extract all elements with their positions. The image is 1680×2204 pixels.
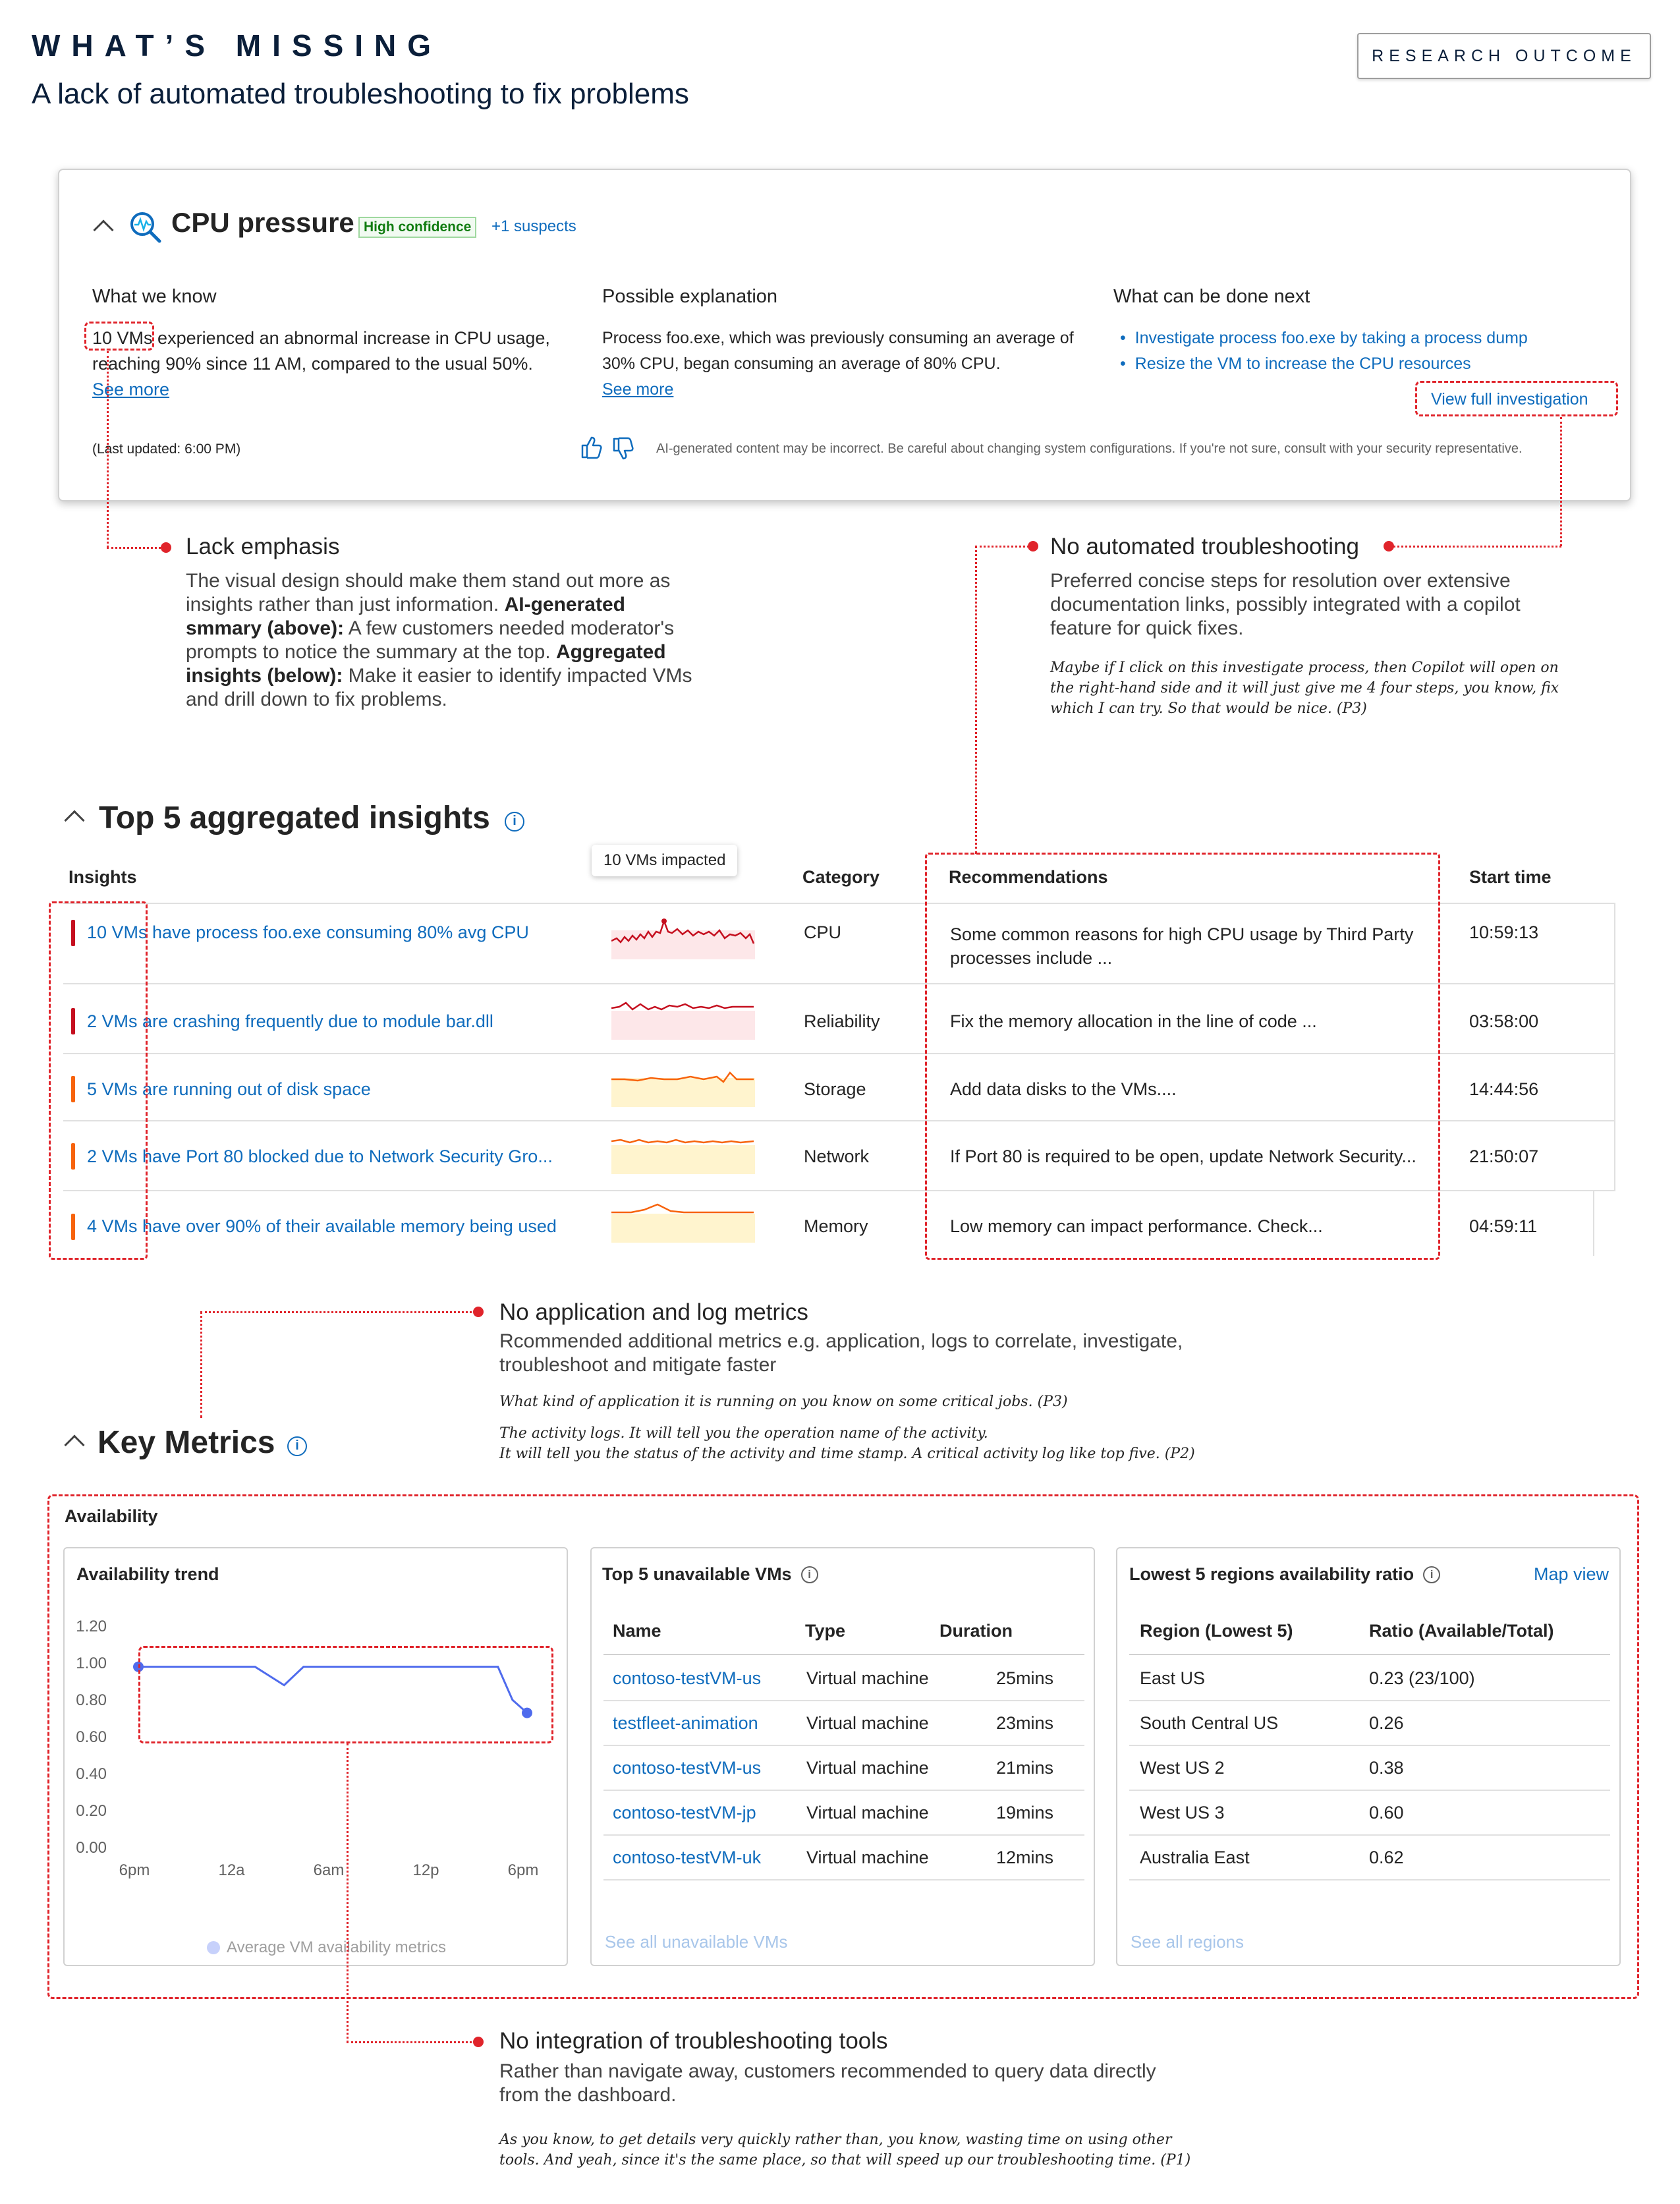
vm-name-link[interactable]: testfleet-animation [613,1713,758,1733]
ai-disclaimer-text: AI-generated content may be incorrect. Be careful about changing system configurations. If you're not sure, consult with your security representative. [656,441,1523,456]
connector-dot [473,2037,484,2047]
what-we-know-line2: reaching 90% since 11 AM, compared to the usual 50%. [92,354,533,374]
vm-count-highlight: 10 VMs [92,328,153,348]
insights-info-icon[interactable]: i [505,812,524,832]
x-tick-label: 6am [313,1861,345,1879]
insight-category: Memory [804,1216,868,1236]
no-integration-body: Rather than navigate away, customers recommended to query data directly from the dashboard. [499,2060,1156,2106]
no-automated-quote: Maybe if I click on this investigate process, then Copilot will open on the right-hand side and it will just give me 4 four steps, you know, fix which I can try. So that would be nice. (P3) [1050,660,1559,717]
category-col-header: Category [802,867,880,887]
insight-recommendation: Add data disks to the VMs.... [950,1079,1177,1099]
insight-category: Storage [804,1079,866,1099]
table-divider [1129,1654,1610,1655]
insight-category: Reliability [804,1011,880,1031]
x-tick-label: 12a [218,1861,245,1879]
no-integration-title: No integration of troubleshooting tools [499,2028,888,2054]
table-right-border [1593,1190,1594,1256]
page-eyebrow: WHAT’S MISSING [32,28,443,63]
vm-type: Virtual machine [806,1668,929,1688]
no-app-metrics-body: Rcommended additional metrics e.g. application, logs to correlate, investigate, troubleshoot and mitigate faster [499,1330,1183,1376]
insight-start-time: 03:58:00 [1469,1011,1539,1031]
vm-name-link[interactable]: contoso-testVM-us [613,1668,762,1688]
availability-section-label: Availability [65,1506,158,1526]
key-metrics-collapse-chevron-icon[interactable] [64,1434,84,1455]
insight-link[interactable]: 4 VMs have over 90% of their available memory being used [87,1216,557,1236]
table-divider [603,1654,1084,1655]
connector-dot [161,542,171,553]
insight-recommendation: Low memory can impact performance. Check... [950,1216,1323,1236]
region-ratio: 0.23 (23/100) [1369,1668,1475,1688]
insight-category: Network [804,1146,870,1166]
y-tick-label: 0.00 [76,1839,107,1857]
y-tick-label: 0.20 [76,1802,107,1820]
table-divider [1129,1879,1610,1880]
vm-count-highlight-box [84,322,154,351]
confidence-badge: High confidence [358,217,476,238]
key-metrics-info-icon[interactable]: i [287,1436,307,1456]
connector-line [347,1743,349,2043]
see-all-regions-link[interactable]: See all regions [1131,1932,1244,1952]
vm-type: Virtual machine [806,1758,929,1778]
region-ratio: 0.26 [1369,1713,1404,1733]
key-metrics-title: Key Metrics [98,1425,275,1460]
connector-dot [1384,541,1394,551]
legend-label: Average VM availability metrics [227,1938,447,1956]
table-divider [603,1790,1084,1791]
table-divider [1129,1790,1610,1791]
badge-label: RESEARCH OUTCOME [1372,46,1637,65]
no-automated-body: Preferred concise steps for resolution over extensive documentation links, possibly integrated with a copilot feature for quick fixes. [1050,570,1521,639]
region-ratio: 0.62 [1369,1848,1404,1867]
connector-line [200,1311,476,1313]
insight-link[interactable]: 10 VMs have process foo.exe consuming 80% avg CPU [87,922,529,942]
connector-dot [473,1307,484,1317]
vm-type: Virtual machine [806,1803,929,1823]
investigate-search-icon [128,210,163,245]
what-we-know-heading: What we know [92,286,217,307]
explanation-see-more-link[interactable]: See more [602,380,674,399]
connector-line [107,547,165,549]
table-divider [1129,1834,1610,1836]
y-tick-label: 1.20 [76,1618,107,1635]
y-tick-label: 0.40 [76,1765,107,1783]
next-steps-heading: What can be done next [1113,286,1310,307]
map-view-link[interactable]: Map view [1534,1564,1610,1584]
recommendations-highlight-box [925,853,1440,1260]
next-steps-list [1120,325,1528,377]
explanation-line1: Process foo.exe, which was previously consuming an average of [602,329,1074,347]
insight-start-time: 04:59:11 [1469,1216,1538,1236]
vm-duration: 25mins [996,1668,1054,1688]
vm-duration: 19mins [996,1803,1054,1823]
insights-section-title: Top 5 aggregated insights [99,801,490,835]
insight-category: CPU [804,922,842,942]
vm-type: Virtual machine [806,1848,929,1867]
region-name: East US [1140,1668,1206,1688]
region-name: South Central US [1140,1713,1279,1733]
table-divider [603,1700,1084,1701]
view-full-investigation-highlight-box [1415,381,1618,416]
vm-name-link[interactable]: contoso-testVM-uk [613,1848,762,1867]
connector-line [975,546,977,854]
possible-explanation-text [602,325,1103,403]
table-divider [1129,1745,1610,1746]
see-more-link[interactable]: See more [92,380,170,399]
vms-header-type: Type [805,1621,846,1641]
insight-vm-count-highlight-box [49,901,148,1260]
connector-line [1390,546,1561,548]
cpu-card-title: CPU pressure [171,207,354,238]
view-full-investigation-link[interactable]: View full investigation [1431,390,1588,409]
insights-collapse-chevron-icon[interactable] [64,810,84,830]
region-name: West US 3 [1140,1803,1225,1823]
insight-recommendation: Fix the memory allocation in the line of code ... [950,1011,1317,1031]
thumbs-up-icon[interactable] [580,435,602,460]
insight-sparkline [611,1127,755,1174]
lack-emphasis-title: Lack emphasis [186,534,340,559]
impact-tooltip [592,845,737,876]
connector-line [975,546,1029,548]
insight-sparkline [611,912,755,959]
vms-header-name: Name [613,1621,661,1641]
possible-explanation-heading: Possible explanation [602,286,778,307]
no-app-metrics-quote2: The activity logs. It will tell you the operation name of the activity. It will tell you the status of the activity and time stamp. A critical activity log like top five. (P2) [499,1425,1195,1462]
research-outcome-badge [1357,33,1651,79]
connector-line [107,351,109,548]
no-automated-title: No automated troubleshooting [1050,534,1359,559]
insight-start-time: 10:59:13 [1469,922,1539,942]
recommendations-col-header: Recommendations [949,867,1108,887]
info-icon[interactable]: i [1423,1566,1440,1583]
next-step-item[interactable]: • Investigate process foo.exe by taking a process dump [1120,329,1528,347]
insight-sparkline [611,1060,755,1107]
insight-link[interactable]: 2 VMs have Port 80 blocked due to Network Security Gro... [87,1146,553,1166]
vm-duration: 12mins [996,1848,1054,1867]
unavailable-vms-title: Top 5 unavailable VMs i [602,1564,818,1585]
vm-duration: 23mins [996,1713,1054,1733]
no-app-metrics-quote1: What kind of application it is running on you know on some critical jobs. (P3) [499,1394,1068,1410]
region-ratio: 0.38 [1369,1758,1404,1778]
y-tick-label: 0.80 [76,1691,107,1709]
x-tick-label: 6pm [507,1861,539,1879]
table-right-border [1614,903,1615,1191]
insight-sparkline [611,1195,755,1243]
insight-link[interactable]: 2 VMs are crashing frequently due to module bar.dll [87,1011,493,1031]
vm-type: Virtual machine [806,1713,929,1733]
insights-col-header: Insights [69,867,137,887]
vms-header-duration: Duration [939,1621,1013,1641]
no-app-metrics-title: No application and log metrics [499,1299,808,1325]
page-subtitle: A lack of automated troubleshooting to fix problems [32,78,689,110]
insight-recommendation: Some common reasons for high CPU usage by Third Party processes include ... [950,924,1414,968]
vm-duration: 21mins [996,1758,1054,1778]
y-tick-label: 1.00 [76,1654,107,1672]
next-step-item[interactable]: • Resize the VM to increase the CPU resources [1120,354,1471,373]
chart-legend [207,1938,446,1957]
regions-header-ratio: Ratio (Available/Total) [1369,1621,1554,1641]
connector-line [1560,417,1562,546]
regions-header-region: Region (Lowest 5) [1140,1621,1293,1641]
insight-start-time: 14:44:56 [1469,1079,1539,1099]
impact-tooltip-text: 10 VMs impacted [603,851,726,869]
insight-start-time: 21:50:07 [1469,1146,1539,1166]
x-tick-label: 6pm [119,1861,150,1879]
regions-title: Lowest 5 regions availability ratio i [1129,1564,1440,1585]
info-icon[interactable]: i [801,1566,818,1583]
insight-link[interactable]: 5 VMs are running out of disk space [87,1079,371,1099]
region-ratio: 0.60 [1369,1803,1404,1823]
x-tick-label: 12p [412,1861,439,1879]
see-all-vms-link[interactable]: See all unavailable VMs [605,1932,788,1952]
table-divider [603,1834,1084,1836]
region-name: Australia East [1140,1848,1250,1867]
table-divider [603,1879,1084,1880]
regions-card [1116,1547,1621,1966]
insight-sparkline [611,992,755,1040]
connector-dot [1028,541,1038,551]
trend-line-highlight-box [138,1646,553,1743]
last-updated-text: (Last updated: 6:00 PM) [92,441,241,457]
what-we-know-text [92,325,606,403]
lack-emphasis-body: The visual design should make them stand out more as insights rather than just information. AI-generated smmary (above): A few customers needed moderator's prompts to notice the summary at the top. Aggregated insights (below): Make it easier to identify impacted VMs and drill down to fix problems. [186,570,692,710]
table-divider [603,1745,1084,1746]
unavailable-vms-card [590,1547,1095,1966]
explanation-line2: 30% CPU, began consuming an average of 80% CPU. [602,354,1001,373]
vm-name-link[interactable]: contoso-testVM-us [613,1758,762,1778]
suspects-link[interactable]: +1 suspects [491,217,576,235]
connector-line [347,2041,476,2043]
vm-name-link[interactable]: contoso-testVM-jp [613,1803,756,1823]
start-time-col-header: Start time [1469,867,1552,887]
legend-dot-icon [207,1941,220,1954]
no-integration-quote: As you know, to get details very quickly rather than, you know, wasting time on using other tools. And yeah, since it's the same place, so that will speed up our troubleshooting time. (P1) [499,2132,1191,2168]
what-we-know-line1: experienced an abnormal increase in CPU usage, [152,328,550,348]
insight-recommendation: If Port 80 is required to be open, update Network Security... [950,1146,1416,1166]
thumbs-down-icon[interactable] [611,436,634,461]
availability-trend-title: Availability trend [76,1564,219,1584]
table-divider [1129,1700,1610,1701]
y-tick-label: 0.60 [76,1728,107,1746]
connector-line [200,1311,202,1418]
region-name: West US 2 [1140,1758,1225,1778]
